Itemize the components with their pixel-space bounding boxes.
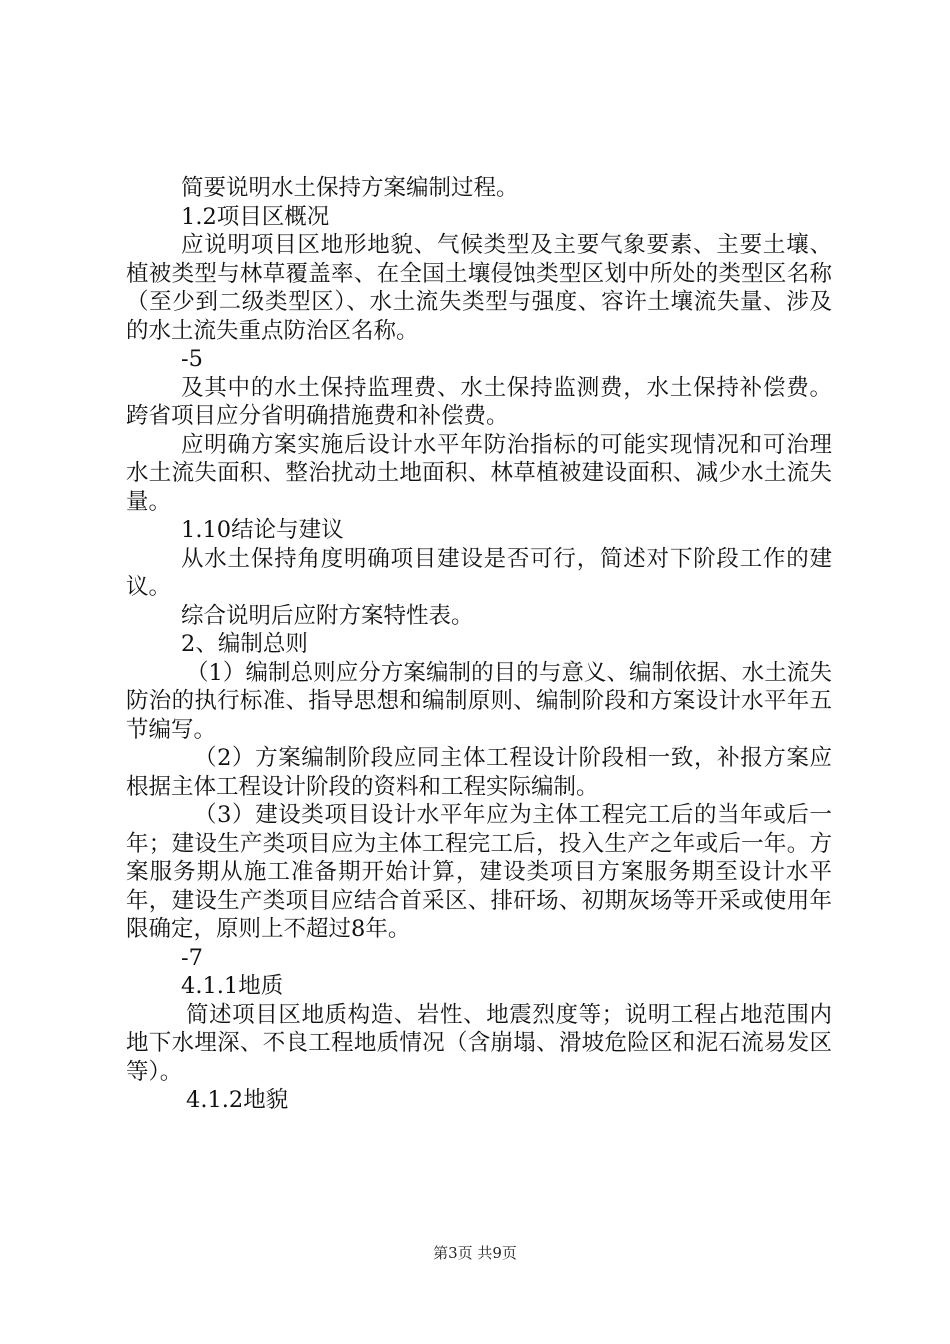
paragraph-project-area: 应说明项目区地形地貌、气候类型及主要气象要素、主要土壤、植被类型与林草覆盖率、在全国土壤侵蚀类型区划中所处的类型区名称（至少到二级类型区）、水土流失类型与强度、容许土壤流失量、涉及的水土流失重点防治区名称。 xyxy=(126,232,832,344)
paragraph-conclusion: 从水土保持角度明确项目建设是否可行，简述对下阶段工作的建议。 xyxy=(126,545,832,600)
paragraph-appendix-table: 综合说明后应附方案特性表。 xyxy=(181,602,474,629)
section-heading-4-1-2: 4.1.2地貌 xyxy=(186,1087,289,1113)
section-heading-4-1-1: 4.1.1地质 xyxy=(181,973,284,999)
section-heading-2: 2、编制总则 xyxy=(181,631,308,657)
paragraph-rule-2: （2）方案编制阶段应同主体工程设计阶段相一致，补报方案应根据主体工程设计阶段的资料和工程实际编制。 xyxy=(126,745,832,800)
paragraph-geology: 简述项目区地质构造、岩性、地震烈度等；说明工程占地范围内地下水埋深、不良工程地质情况（含崩塌、滑坡危险区和泥石流易发区等）。 xyxy=(126,1001,832,1085)
paragraph-rule-1: （1）编制总则应分方案编制的目的与意义、编制依据、水土流失防治的执行标准、指导思想和编制原则、编制阶段和方案设计水平年五节编写。 xyxy=(126,659,832,743)
paragraph-rule-3: （3）建设类项目设计水平年应为主体工程完工后的当年或后一年；建设生产类项目应为主体工程完工后，投入生产之年或后一年。方案服务期从施工准备期开始计算，建设类项目方案服务期至设计水平年，建设生产类项目应结合首采区、排矸场、初期灰场等开采或使用年限确定，原则上不超过8年。 xyxy=(126,802,832,942)
paragraph-fees: 及其中的水土保持监理费、水土保持监测费，水土保持补偿费。跨省项目应分省明确措施费和补偿费。 xyxy=(126,374,832,429)
section-heading-1-10: 1.10结论与建议 xyxy=(181,517,344,543)
paragraph-process-summary: 简要说明水土保持方案编制过程。 xyxy=(181,175,519,201)
section-heading-1-2: 1.2项目区概况 xyxy=(181,203,330,230)
paragraph-targets: 应明确方案实施后设计水平年防治指标的可能实现情况和可治理水土流失面积、整治扰动土地面积、林草植被建设面积、减少水土流失量。 xyxy=(126,431,832,515)
document-body xyxy=(126,174,832,1115)
page-marker-5: -5 xyxy=(181,346,203,372)
page-marker-7: -7 xyxy=(181,944,203,971)
page-footer: 第3页 共9页 xyxy=(433,1244,517,1262)
